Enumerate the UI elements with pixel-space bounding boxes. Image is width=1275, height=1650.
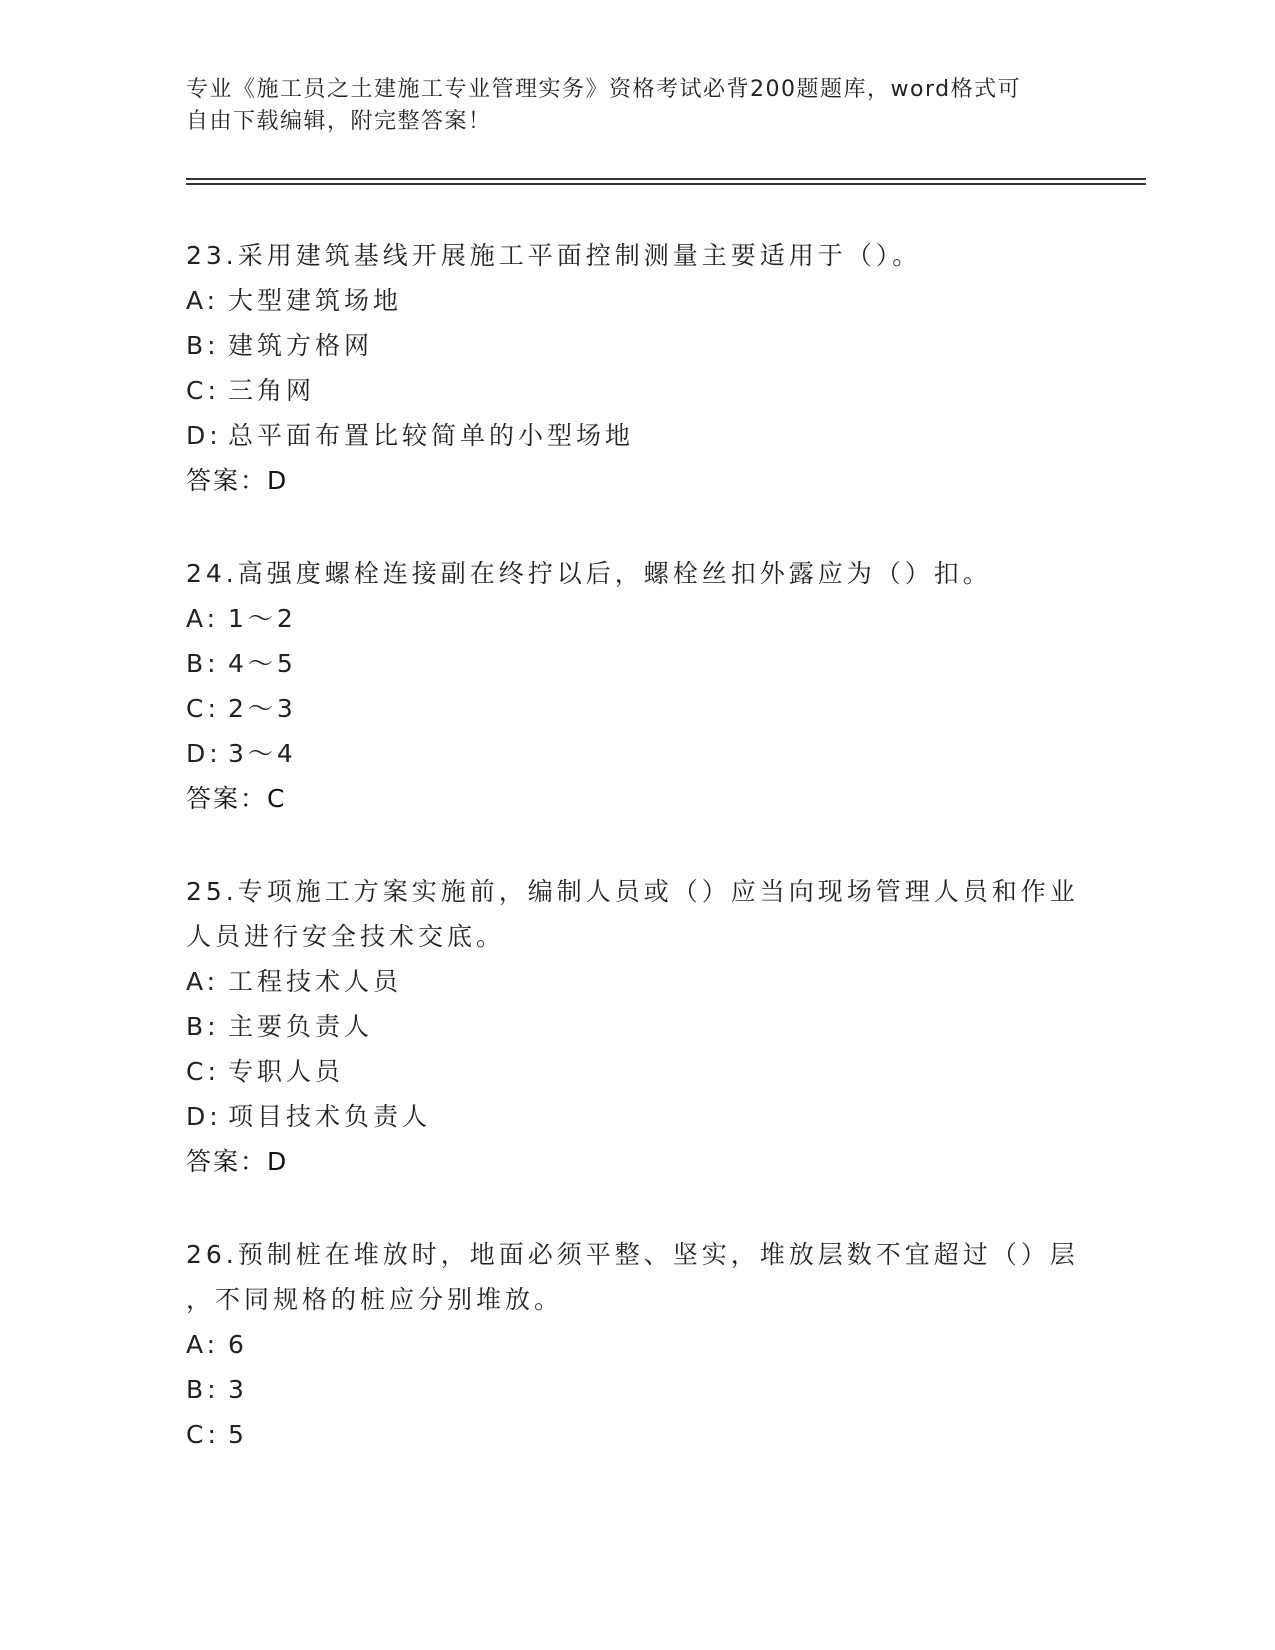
option-d xyxy=(186,1094,1086,1139)
header-divider-top xyxy=(186,178,1146,180)
question-text: 23.采用建筑基线开展施工平面控制测量主要适用于（）。 xyxy=(186,241,922,270)
option-text: 5 xyxy=(228,1420,248,1449)
option-key: D: xyxy=(186,739,222,768)
answer-line: 答案：D xyxy=(186,1147,289,1176)
option-text: 专职人员 xyxy=(228,1057,345,1086)
option-text: 3 xyxy=(228,1375,248,1404)
option-text: 1～2 xyxy=(228,604,297,633)
option-text: 6 xyxy=(228,1330,248,1359)
option-key: A: xyxy=(186,1330,220,1359)
option-key: C: xyxy=(186,1057,220,1086)
option-b xyxy=(186,1004,1086,1049)
option-key: D: xyxy=(186,421,222,450)
option-text: 建筑方格网 xyxy=(228,331,374,360)
option-text: 主要负责人 xyxy=(228,1012,374,1041)
answer-line: 答案：D xyxy=(186,466,289,495)
option-text: 项目技术负责人 xyxy=(228,1102,432,1131)
option-text: 大型建筑场地 xyxy=(228,286,403,315)
option-key: B: xyxy=(186,649,220,678)
option-c xyxy=(186,686,1086,731)
question-text-line-1: 25.专项施工方案实施前，编制人员或（）应当向现场管理人员和作业 xyxy=(186,877,1079,906)
option-b xyxy=(186,641,1086,686)
option-key: A: xyxy=(186,604,220,633)
answer-line: 答案：C xyxy=(186,784,287,813)
option-text: 总平面布置比较简单的小型场地 xyxy=(228,421,635,450)
option-text: 工程技术人员 xyxy=(228,967,403,996)
option-b xyxy=(186,323,1086,368)
option-text: 3～4 xyxy=(228,739,297,768)
option-key: C: xyxy=(186,694,220,723)
option-text: 4～5 xyxy=(228,649,297,678)
option-a xyxy=(186,1322,1086,1367)
option-key: C: xyxy=(186,1420,220,1449)
header-divider-bottom xyxy=(186,183,1146,185)
question-23 xyxy=(186,233,1086,503)
option-key: B: xyxy=(186,331,220,360)
option-text: 2～3 xyxy=(228,694,297,723)
option-c xyxy=(186,1049,1086,1094)
option-a xyxy=(186,278,1086,323)
question-text-line-2: 人员进行安全技术交底。 xyxy=(186,922,506,951)
question-text-line-2: ，不同规格的桩应分别堆放。 xyxy=(186,1285,564,1314)
option-key: A: xyxy=(186,967,220,996)
header-line-1: 专业《施工员之土建施工专业管理实务》资格考试必背200题题库，word格式可 xyxy=(186,77,1022,102)
option-c xyxy=(186,1412,1086,1457)
option-a xyxy=(186,596,1086,641)
option-key: B: xyxy=(186,1012,220,1041)
option-d xyxy=(186,413,1086,458)
option-text: 三角网 xyxy=(228,376,316,405)
question-25 xyxy=(186,869,1086,1184)
question-text: 24.高强度螺栓连接副在终拧以后，螺栓丝扣外露应为（）扣。 xyxy=(186,559,992,588)
option-key: C: xyxy=(186,376,220,405)
option-key: D: xyxy=(186,1102,222,1131)
header-line-2: 自由下载编辑，附完整答案！ xyxy=(186,109,492,134)
option-key: B: xyxy=(186,1375,220,1404)
option-a xyxy=(186,959,1086,1004)
option-key: A: xyxy=(186,286,220,315)
question-24 xyxy=(186,551,1086,821)
question-text-line-1: 26.预制桩在堆放时，地面必须平整、坚实，堆放层数不宜超过（）层 xyxy=(186,1240,1079,1269)
document-header xyxy=(186,74,1066,138)
option-b xyxy=(186,1367,1086,1412)
option-c xyxy=(186,368,1086,413)
option-d xyxy=(186,731,1086,776)
question-26 xyxy=(186,1232,1086,1457)
